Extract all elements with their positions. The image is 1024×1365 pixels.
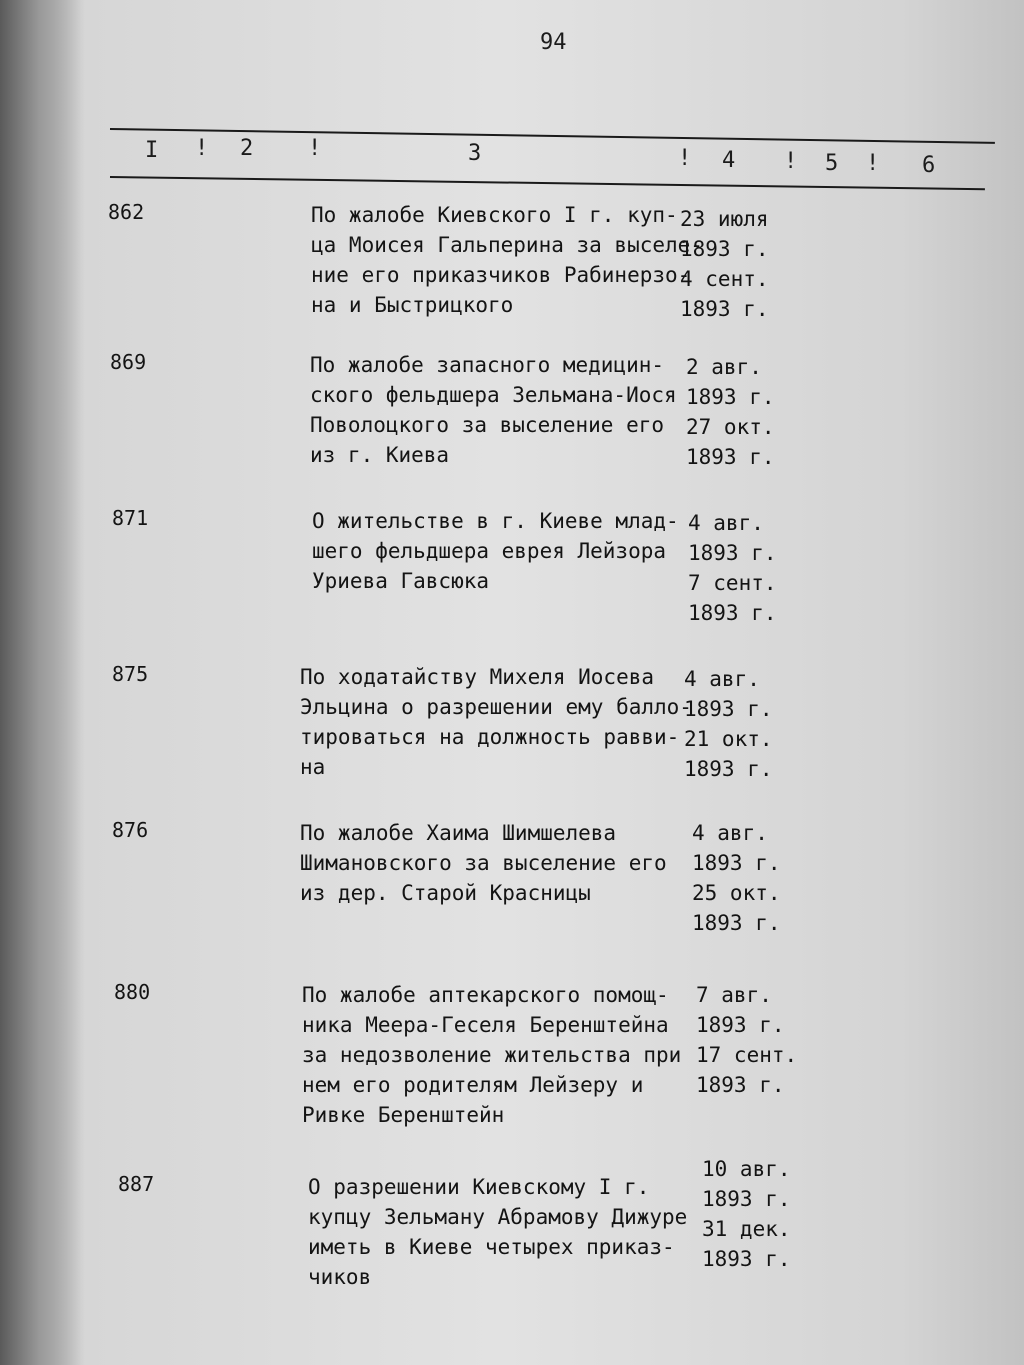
record-description: По ходатайству Михеля Иосева Эльцина о разрешении ему балло- тироваться на должность равви- на [300, 665, 692, 779]
book-spine-shadow [0, 0, 85, 1365]
record-description: О жительстве в г. Киеве млад- шего фельдшера еврея Лейзора Уриева Гавсюка [312, 509, 679, 593]
record-description: По жалобе Хаима Шимшелева Шимановского за выселение его из дер. Старой Красницы [300, 821, 667, 905]
column-separator: ! [784, 149, 798, 174]
column-header-5: 5 [825, 151, 839, 176]
record-description: По жалобе Киевского I г. куп- ца Моисея Гальперина за выселе- ние его приказчиков Рабинерзо- на и Быстрицкого [311, 203, 703, 317]
column-separator: ! [195, 136, 209, 161]
page-number: 94 [540, 30, 567, 55]
record-number: 887 [118, 1172, 155, 1196]
column-header-1: I [145, 138, 159, 163]
record-number: 880 [114, 980, 151, 1004]
column-header-2: 2 [240, 136, 254, 161]
record-dates: 4 авг. 1893 г. 21 окт. 1893 г. [684, 667, 773, 781]
record-dates: 23 июля 1893 г. 4 сент. 1893 г. [680, 207, 769, 321]
record-dates: 10 авг. 1893 г. 31 дек. 1893 г. [702, 1157, 791, 1271]
record-dates: 4 авг. 1893 г. 7 сент. 1893 г. [688, 511, 777, 625]
column-separator: ! [308, 136, 322, 161]
record-description: О разрешении Киевскому I г. купцу Зельману Абрамову Дижуре иметь в Киеве четырех приказ- чиков [308, 1175, 688, 1289]
header-bottom-rule [110, 176, 985, 190]
column-separator: ! [866, 151, 880, 176]
record-number: 871 [112, 506, 149, 530]
record-description: По жалобе запасного медицин- ского фельдшера Зельмана-Иося Поволоцкого за выселение его из г. Киева [310, 353, 677, 467]
record-description: По жалобе аптекарского помощ- ника Меера-Геселя Беренштейна за недозволение жительства при нем его родителям Лейзеру и Ривке Беренштейн [302, 983, 682, 1127]
column-separator: ! [678, 146, 692, 171]
record-dates: 7 авг. 1893 г. 17 сент. 1893 г. [696, 983, 798, 1097]
record-number: 862 [108, 200, 145, 224]
record-dates: 2 авг. 1893 г. 27 окт. 1893 г. [686, 355, 775, 469]
column-header-6: 6 [922, 153, 936, 178]
record-number: 876 [112, 818, 149, 842]
column-header-3: 3 [468, 141, 482, 166]
column-header-4: 4 [722, 148, 736, 173]
record-number: 869 [110, 350, 147, 374]
record-number: 875 [112, 662, 149, 686]
record-dates: 4 авг. 1893 г. 25 окт. 1893 г. [692, 821, 781, 935]
